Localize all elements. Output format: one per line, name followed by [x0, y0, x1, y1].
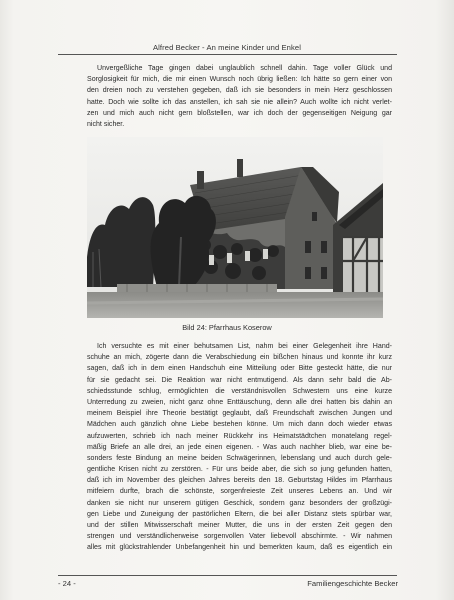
paragraph-line: mitfeiern durfte, brach die schönste, sorgenfreieste Zeit unseres Lebens an. Und wir	[87, 488, 392, 496]
paragraph-line: aufzuwerten, schrieb ich nach meiner Rückkehr ins Heimatstädtchen monatelang regel-	[87, 432, 392, 440]
paragraph-line: schiedsstunde schlug, ermöglichten die verständnisvollen Schwestern uns eine kurze	[87, 387, 392, 395]
paragraph-1	[87, 63, 392, 130]
paragraph-line: daß ich im November des gleichen Jahres bereits den 18. Geburtstag Hildes im Pfarrhaus	[87, 477, 392, 485]
paragraph-line: Sorglosigkeit für mich, die mir einen Wunsch noch übrig ließen: Ich hätte so gern einer von	[87, 76, 392, 84]
paragraph-line: für sie gedacht sei. Die Reaktion war nicht entmutigend. Als dann sehr bald die Ab-	[87, 376, 392, 384]
paragraph-line: und der stillen Mitwisserschaft meiner Mutter, die uns in der ersten Zeit gegen den	[87, 522, 392, 529]
paragraph-line: Unvergeßliche Tage gingen dabei unglaublich schnell dahin. Tage voller Glück und	[97, 65, 392, 72]
paragraph-line: hatte. Doch wie sollte ich das anstellen, ich sah sie nie allein? Auch wollte ich nicht verlet-	[87, 98, 392, 106]
paragraph-line: gentliche Krisen nicht zu zerstören. - Für uns beide aber, die sich so jung gefunden hatten,	[87, 466, 392, 474]
paragraph-line: gen Liebe und Zuneigung der pastörlichen Eltern, die bei aller Distanz stets spürbar war,	[87, 510, 392, 518]
page-number: - 24 -	[58, 579, 76, 588]
running-header: Alfred Becker - An meine Kinder und Enkel	[152, 43, 302, 52]
paragraph-line: strengen und verständlicherweise sorgenvollen Vater liebevoll abschirmte. - Wir nahmen	[87, 533, 392, 541]
paragraph-2	[87, 341, 392, 554]
figure-caption: Bild 24: Pfarrhaus Koserow	[182, 323, 272, 332]
footer-rule	[58, 575, 397, 576]
header-rule	[58, 54, 397, 55]
paragraph-line: Mädchen auch gänzlich ohne Liebe bestehen könne. Um mich dann doch wieder etwas	[87, 421, 392, 429]
paragraph-line: schuhe an mich, zögerte dann die Verabschiedung ein bißchen hinaus und konnte ihr kurz	[87, 354, 392, 362]
paragraph-line: meinem Beispiel ihre Theorie bestätigt geglaubt, daß Freundschaft zwischen Jungen und	[87, 410, 392, 418]
paragraph-line: sonders feste Bindung an meine beiden Schwägerinnen, lebenslang und auch durch gele-	[87, 454, 392, 462]
paragraph-line: mäßig Briefe an alle drei, an jede einen eigenen. - Was auch nachher blieb, war eine be-	[87, 443, 392, 451]
paragraph-line: den dreien noch zu verstehen gegeben, daß ich sie besonders in mein Herz geschlossen	[87, 87, 392, 95]
paragraph-line: nicht sicher.	[87, 120, 125, 128]
rectory-photograph	[87, 137, 383, 318]
paragraph-line: sagen, daß ich in dem einen Handschuh eine Mitteilung oder Bitte gesteckt hätte, die nur	[87, 365, 392, 373]
paragraph-line: Unterredung zu zweien, nicht ganz ohne Enttäuschung, denn alle drei hatten bis dahin an	[87, 398, 392, 406]
footer-book-title: Familiengeschichte Becker	[307, 579, 398, 588]
paragraph-line: danken sie nicht nur unserem gütigen Geschick, sondern ganz besonders der großzügi-	[87, 499, 392, 507]
paragraph-line: alles mit glückstrahlender Unbefangenheit hin und bemerkten kaum, daß es eigentlich ein	[87, 544, 392, 552]
paragraph-line: zen und mich auch nicht gern bloßstellen, war ich doch der gegenseitigen Neigung gar	[87, 109, 392, 117]
paragraph-line: Ich versuchte es mit einer behutsamen List, nahm bei einer Gelegenheit ihre Hand-	[97, 343, 392, 350]
